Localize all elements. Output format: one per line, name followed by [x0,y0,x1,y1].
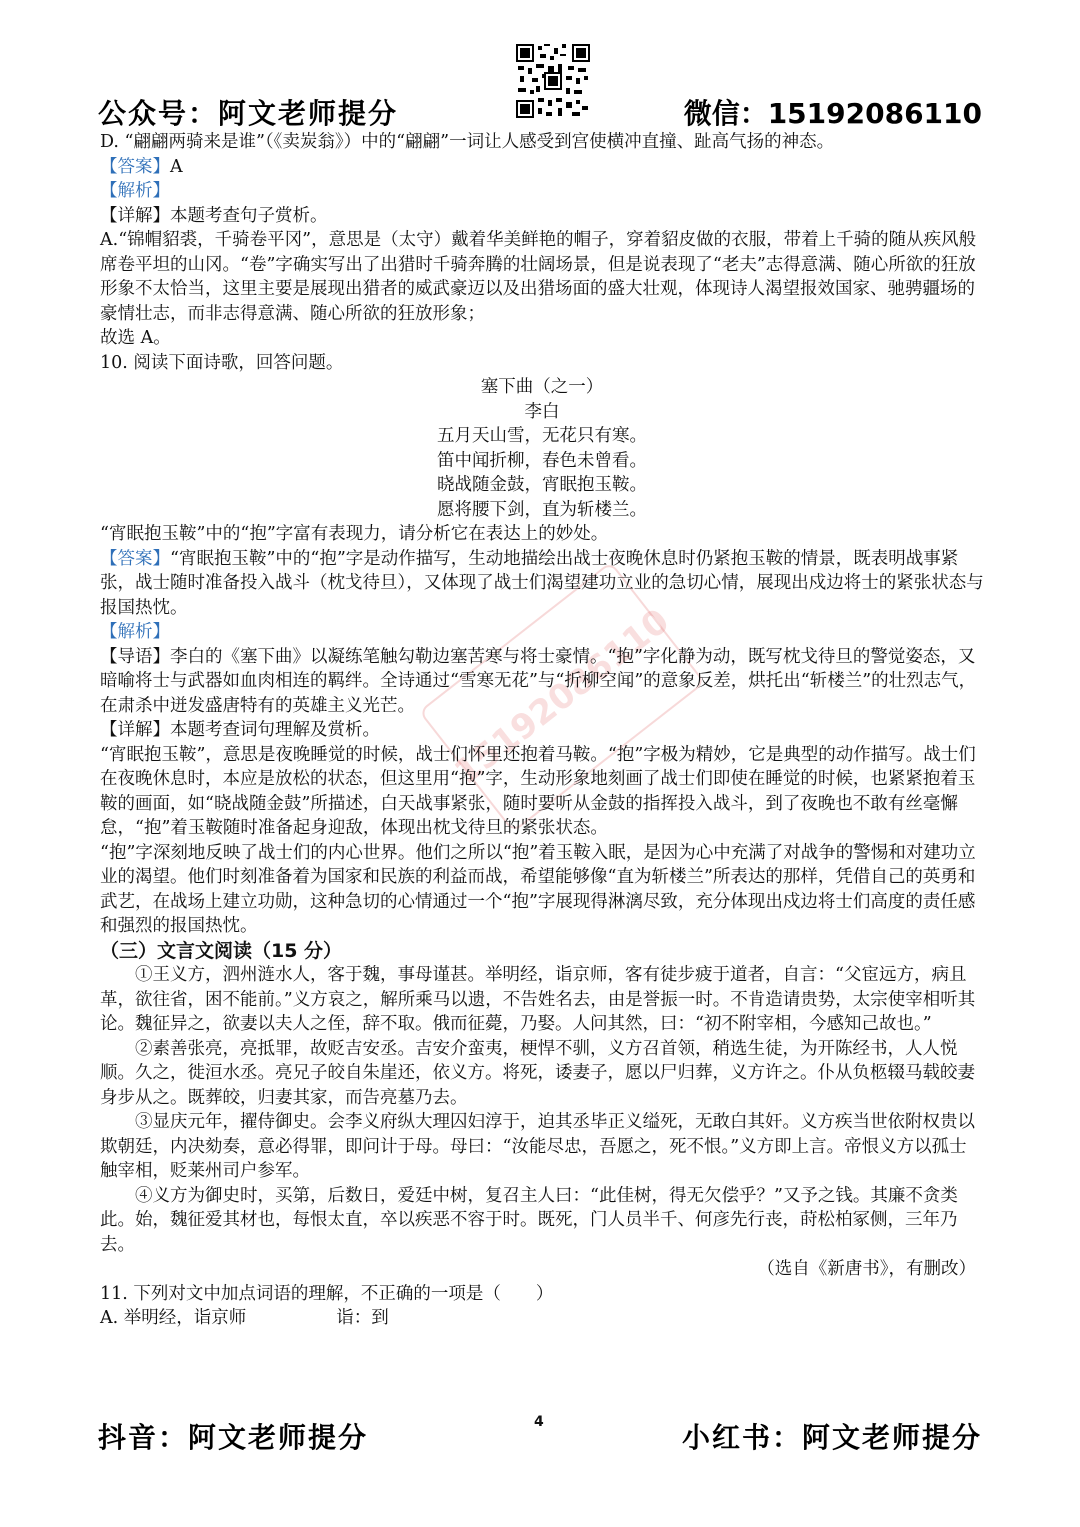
explanation-paragraph-1: A.“锦帽貂裘，千骑卷平冈”，意思是（太守）戴着华美鲜艳的帽子，穿着貂皮做的衣服，带着上千骑的随从疾风般席卷平坦的山冈。“卷”字确实写出了出猎时千骑奔腾的壮阔场景，但是说表现了“老夫”志得意满、随心所欲的狂放形象不太恰当，这里主要是展现出猎者的威武豪迈以及出猎场面的盛大壮观，体现诗人渴望报效国家、驰骋疆场的豪情壮志，而非志得意满、随心所欲的狂放形象； [100,230,977,324]
answer-value: A [170,156,183,177]
question-10: 10. 阅读下面诗歌，回答问题。 [100,352,344,373]
footer-left-label: 抖音：阿文老师提分 [98,1421,369,1454]
classical-paragraph-3: ③显庆元年，擢侍御史。会李义府纵大理囚妇淳于，迫其丞毕正义缢死，无敢白其奸。义方疾当世依附权贵以欺朝廷，内决劾奏，意必得罪，即问计于母。母曰：“汝能尽忠，吾愿之，死不恨。”义方即上言。帝恨义方以孤士触宰相，贬莱州司户参军。 [100,1112,975,1181]
question-11-option-a [100,1306,984,1331]
document-body [100,130,984,1331]
explanation-paragraph-3: “抱”字深刻地反映了战士们的内心世界。他们之所以“抱”着玉鞍入眠，是因为心中充满了对战争的警惕和对建功立业的渴望。他们时刻准备着为国家和民族的利益而战，希望能够像“直为斩楼兰”所表达的那样，凭借自己的英勇和武艺，在战场上建立功勋，这种急切的心情通过一个“抱”字展现得淋漓尽致，充分体现出戍边将士们高度的责任感和强烈的报国热忱。 [100,842,976,936]
section-heading: （三）文言文阅读（15 分） [100,939,343,962]
poem-author: 李白 [524,401,560,422]
page-number: 4 [534,1414,544,1430]
answer-2 [100,547,984,621]
qr-code-icon [516,44,590,118]
classical-paragraph-4: ④义方为御史时，买第，后数日，爱廷中树，复召主人曰：“此佳树，得无欠偿乎？”又予之钱。其廉不贪类此。始，魏征爱其材也，每恨太直，卒以疾恶不容于时。既死，门人员半千、何彦先行丧，莳松柏冢侧，三年乃去。 [100,1185,958,1255]
poem-line: 笛中闻折柳，春色未曾看。 [437,450,647,471]
poem-title: 塞下曲（之一） [480,377,604,397]
conclusion-line: 故选 A。 [100,328,171,348]
analysis-tag-2: 【解析】 [100,622,170,642]
analysis-tag-1: 【解析】 [100,181,170,201]
header-left-label: 公众号：阿文老师提分 [98,97,399,130]
classical-paragraph-2: ②素善张亮，亮抵罪，故贬吉安丞。吉安介蛮夷，梗悍不驯，义方召首领，稍选生徒，为开陈经书，人人悦顺。久之，徙洹水丞。亮兄子皎自朱崖还，依义方。将死，诿妻子，愿以尸归葬，义方许之。仆从负柩辍马载皎妻身步从之。既葬皎，归妻其家，而告亮墓乃去。 [100,1038,975,1108]
option-d-text: D. “翩翩两骑来是谁”（《卖炭翁》）中的“翩翩”一词让人感受到宫使横冲直撞、趾高气扬的神态。 [100,132,835,152]
poem-line: 五月天山雪，无花只有寒。 [437,426,647,446]
guide-paragraph: 【导语】李白的《塞下曲》以凝练笔触勾勒边塞苦寒与将士豪情。“抱”字化静为动，既写枕戈待旦的警觉姿态，又暗喻将士与武器如血肉相连的羁绊。全诗通过“雪寒无花”与“折柳空闻”的意象反差，烘托出“斩楼兰”的壮烈志气，在肃杀中迸发盛唐特有的英雄主义光芒。 [100,646,977,716]
footer-right-label: 小红书：阿文老师提分 [681,1421,982,1454]
option-a-phrase: A. 举明经，诣京师 [100,1308,247,1328]
header-right-label: 微信：15192086110 [683,97,982,130]
detail-heading-1: 【详解】本题考查句子赏析。 [100,205,328,226]
detail-heading-2: 【详解】本题考查词句理解及赏析。 [100,720,380,740]
poem-line: 愿将腰下剑，直为斩楼兰。 [437,499,647,520]
answer-1 [100,155,984,180]
question-11: 11. 下列对文中加点词语的理解，不正确的一项是（ ） [100,1283,554,1304]
option-a-gloss: 诣：到 [336,1308,389,1328]
question-10-prompt: “宵眠抱玉鞍”中的“抱”字富有表现力，请分析它在表达上的妙处。 [100,524,609,544]
explanation-paragraph-2: “宵眠抱玉鞍”，意思是夜晚睡觉的时候，战士们怀里还抱着马鞍。“抱”字极为精妙，它是典型的动作描写。战士们在夜晚休息时，本应是放松的状态，但这里用“抱”字，生动形象地刻画了战士们即使在睡觉的时候，也紧紧抱着玉鞍的画面，如“晓战随金鼓”所描述，白天战事紧张，随时要听从金鼓的指挥投入战斗，到了夜晚也不敢有丝毫懈怠，“抱”着玉鞍随时准备起身迎敌，体现出枕戈待旦的紧张状态。 [100,744,976,838]
answer-tag: 【答案】 [100,156,170,177]
answer-tag: 【答案】 [100,548,170,569]
watermark-stamp: 15192086110 [418,561,705,833]
source-citation: （选自《新唐书》，有删改） [757,1259,976,1279]
poem-line: 晓战随金鼓，宵眠抱玉鞍。 [437,475,647,495]
answer-text: “宵眠抱玉鞍”中的“抱”字是动作描写，生动地描绘出战士夜晚休息时仍紧抱玉鞍的情景，既表明战事紧张，战士随时准备投入战斗（枕戈待旦），又体现了战士们渴望建功立业的急切心情，展现出戍边将士的紧张状态与报国热忱。 [100,548,984,618]
classical-paragraph-1: ①王义方，泗州涟水人，客于魏，事母谨甚。举明经，诣京师，客有徒步疲于道者，自言：“父宦远方，病且革，欲往省，困不能前。”义方哀之，解所乘马以遗，不告姓名去，由是誉振一时。不肯造请贵势，太宗使宰相听其论。魏征异之，欲妻以夫人之侄，辞不取。俄而征薨，乃娶。人问其然，曰：“初不附宰相，今感知己故也。” [100,965,976,1034]
